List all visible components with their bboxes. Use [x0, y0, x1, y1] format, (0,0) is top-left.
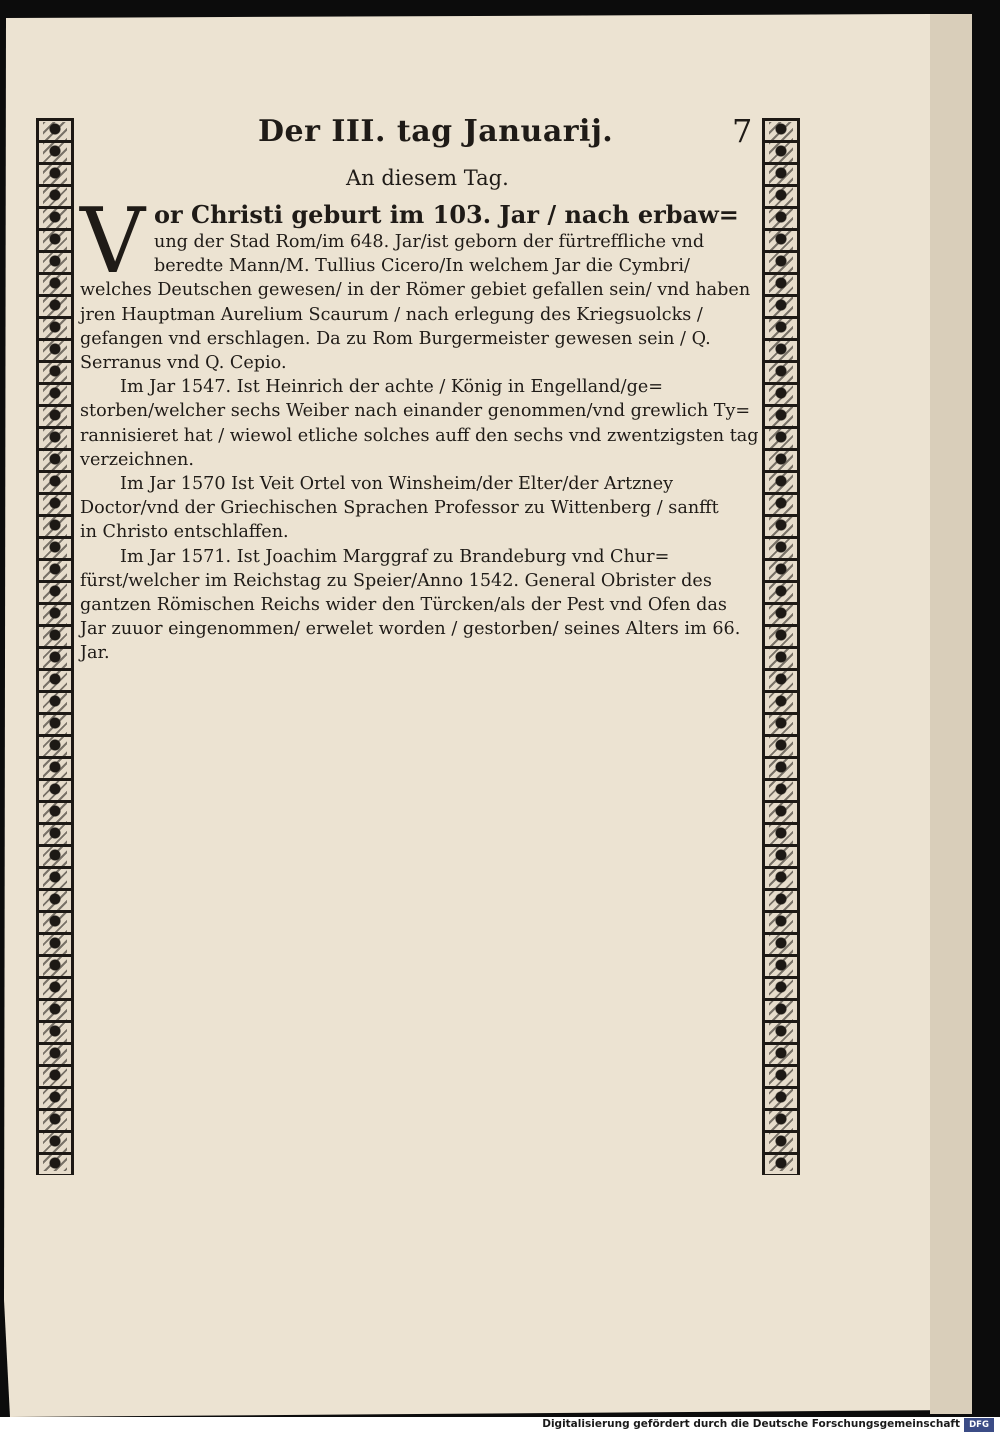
text-line: or Christi geburt im 103. Jar / nach erbaw=: [154, 200, 739, 229]
text-line: Jar.: [80, 643, 110, 664]
text-line: verzeichnen.: [80, 449, 194, 470]
text-line: ung der Stad Rom/im 648. Jar/ist geborn der fürtreffliche vnd: [154, 232, 705, 252]
text-line: Jar zuuor eingenommen/ erwelet worden / gestorben/ seines Alters im 66.: [80, 619, 741, 640]
funding-credit: Digitalisierung gefördert durch die Deutsche Forschungsgemeinschaft: [542, 1418, 960, 1430]
page-number: 7: [732, 112, 753, 150]
text-line: gefangen vnd erschlagen. Da zu Rom Burgermeister gewesen sein / Q.: [80, 328, 711, 349]
credit-footer: [0, 1417, 1000, 1434]
text-line: Im Jar 1570 Ist Veit Ortel von Winsheim/der Elter/der Artzney: [120, 474, 674, 495]
decorated-initial: V: [80, 189, 145, 294]
text-line: beredte Mann/M. Tullius Cicero/In welchem Jar die Cymbri/: [154, 256, 690, 277]
text-line: Im Jar 1571. Ist Joachim Marggraf zu Brandeburg vnd Chur=: [120, 546, 670, 567]
text-line: fürst/welcher im Reichstag zu Speier/Anno 1542. General Obrister des: [80, 570, 712, 591]
body-text: [80, 189, 764, 666]
sub-heading: An diesem Tag.: [346, 166, 509, 190]
text-line: jren Hauptman Aurelium Scaurum / nach erlegung des Kriegsuolcks /: [80, 304, 703, 325]
running-head: Der III. tag Januarij.: [258, 114, 614, 149]
ornamental-border-left: [36, 118, 74, 1175]
dfg-logo-icon: DFG: [964, 1418, 994, 1432]
text-line: Serranus vnd Q. Cepio.: [80, 353, 287, 374]
text-line: rannisieret hat / wiewol etliche solches auff den sechs vnd zwentzigsten tag: [80, 425, 759, 446]
text-line: gantzen Römischen Reichs wider den Türcken/als der Pest vnd Ofen das: [80, 595, 727, 616]
text-line: welches Deutschen gewesen/ in der Römer gebiet gefallen sein/ vnd haben: [80, 280, 751, 301]
text-line: in Christo entschlaffen.: [80, 522, 289, 543]
ornamental-border-right: [762, 118, 800, 1175]
text-line: Doctor/vnd der Griechischen Sprachen Professor zu Wittenberg / sanfft: [80, 498, 719, 519]
text-line: Im Jar 1547. Ist Heinrich der achte / König in Engelland/ge=: [120, 377, 664, 398]
text-line: storben/welcher sechs Weiber nach einander genommen/vnd grewlich Ty=: [80, 401, 751, 422]
